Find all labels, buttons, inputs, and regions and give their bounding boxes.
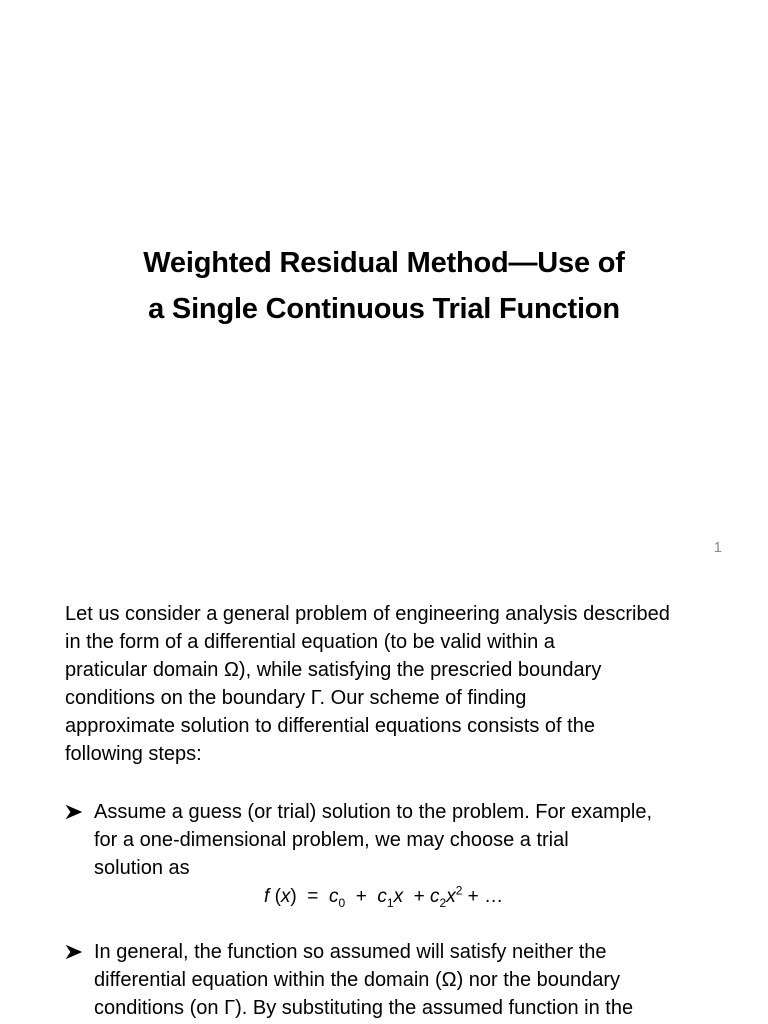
bullet-item-trial-solution xyxy=(65,798,725,912)
eq-c1: c xyxy=(377,886,387,907)
eq-sub-1: 1 xyxy=(386,895,394,910)
eq-sub-2: 2 xyxy=(439,895,447,910)
eq-plus-3: + xyxy=(467,886,479,907)
bullet-line: for a one-dimensional problem, we may choose a trial xyxy=(94,829,569,851)
bullet-line: In general, the function so assumed will satisfy neither the xyxy=(94,941,607,963)
bullet-line: solution as xyxy=(94,857,190,879)
intro-line: in the form of a differential equation (to be valid within a xyxy=(65,631,555,653)
bullet-line: Assume a guess (or trial) solution to the problem. For example, xyxy=(94,801,653,823)
title-line-1: Weighted Residual Method—Use of xyxy=(143,247,625,279)
eq-c2: c xyxy=(430,886,440,907)
arrow-bullet-icon xyxy=(65,938,87,966)
eq-arg-open: (x) xyxy=(274,886,297,907)
eq-plus-2: + xyxy=(413,886,425,907)
eq-ellipsis: … xyxy=(484,886,504,907)
eq-sub-0: 0 xyxy=(338,895,346,910)
slide-title xyxy=(60,240,708,332)
intro-paragraph xyxy=(65,600,725,768)
intro-line: conditions on the boundary Γ. Our scheme of finding xyxy=(65,687,527,709)
eq-c0: c xyxy=(328,886,339,907)
bullet-line: conditions (on Γ). By substituting the assumed function in the xyxy=(94,997,634,1019)
slide-2 xyxy=(0,600,768,1024)
eq-pow-2: 2 xyxy=(455,883,463,898)
eq-plus-1: + xyxy=(355,886,367,907)
arrow-bullet-icon xyxy=(65,798,87,826)
intro-line: approximate solution to differential equations consists of the xyxy=(65,715,595,737)
intro-line: praticular domain Ω), while satisfying the prescried boundary xyxy=(65,659,602,681)
bullet-item-general xyxy=(65,938,725,1022)
title-line-2: a Single Continuous Trial Function xyxy=(148,293,620,325)
bullet-line: differential equation within the domain (Ω) nor the boundary xyxy=(94,969,621,991)
eq-arg-x: x xyxy=(280,886,291,907)
intro-line: Let us consider a general problem of engineering analysis described xyxy=(65,603,670,625)
intro-line: following steps: xyxy=(65,743,202,765)
eq-x2: x xyxy=(446,886,456,907)
eq-f: f xyxy=(264,886,270,907)
slide-page-number: 1 xyxy=(713,539,722,556)
eq-x1: x xyxy=(393,886,404,907)
trial-function-equation xyxy=(94,882,725,912)
eq-equals: = xyxy=(307,886,319,907)
